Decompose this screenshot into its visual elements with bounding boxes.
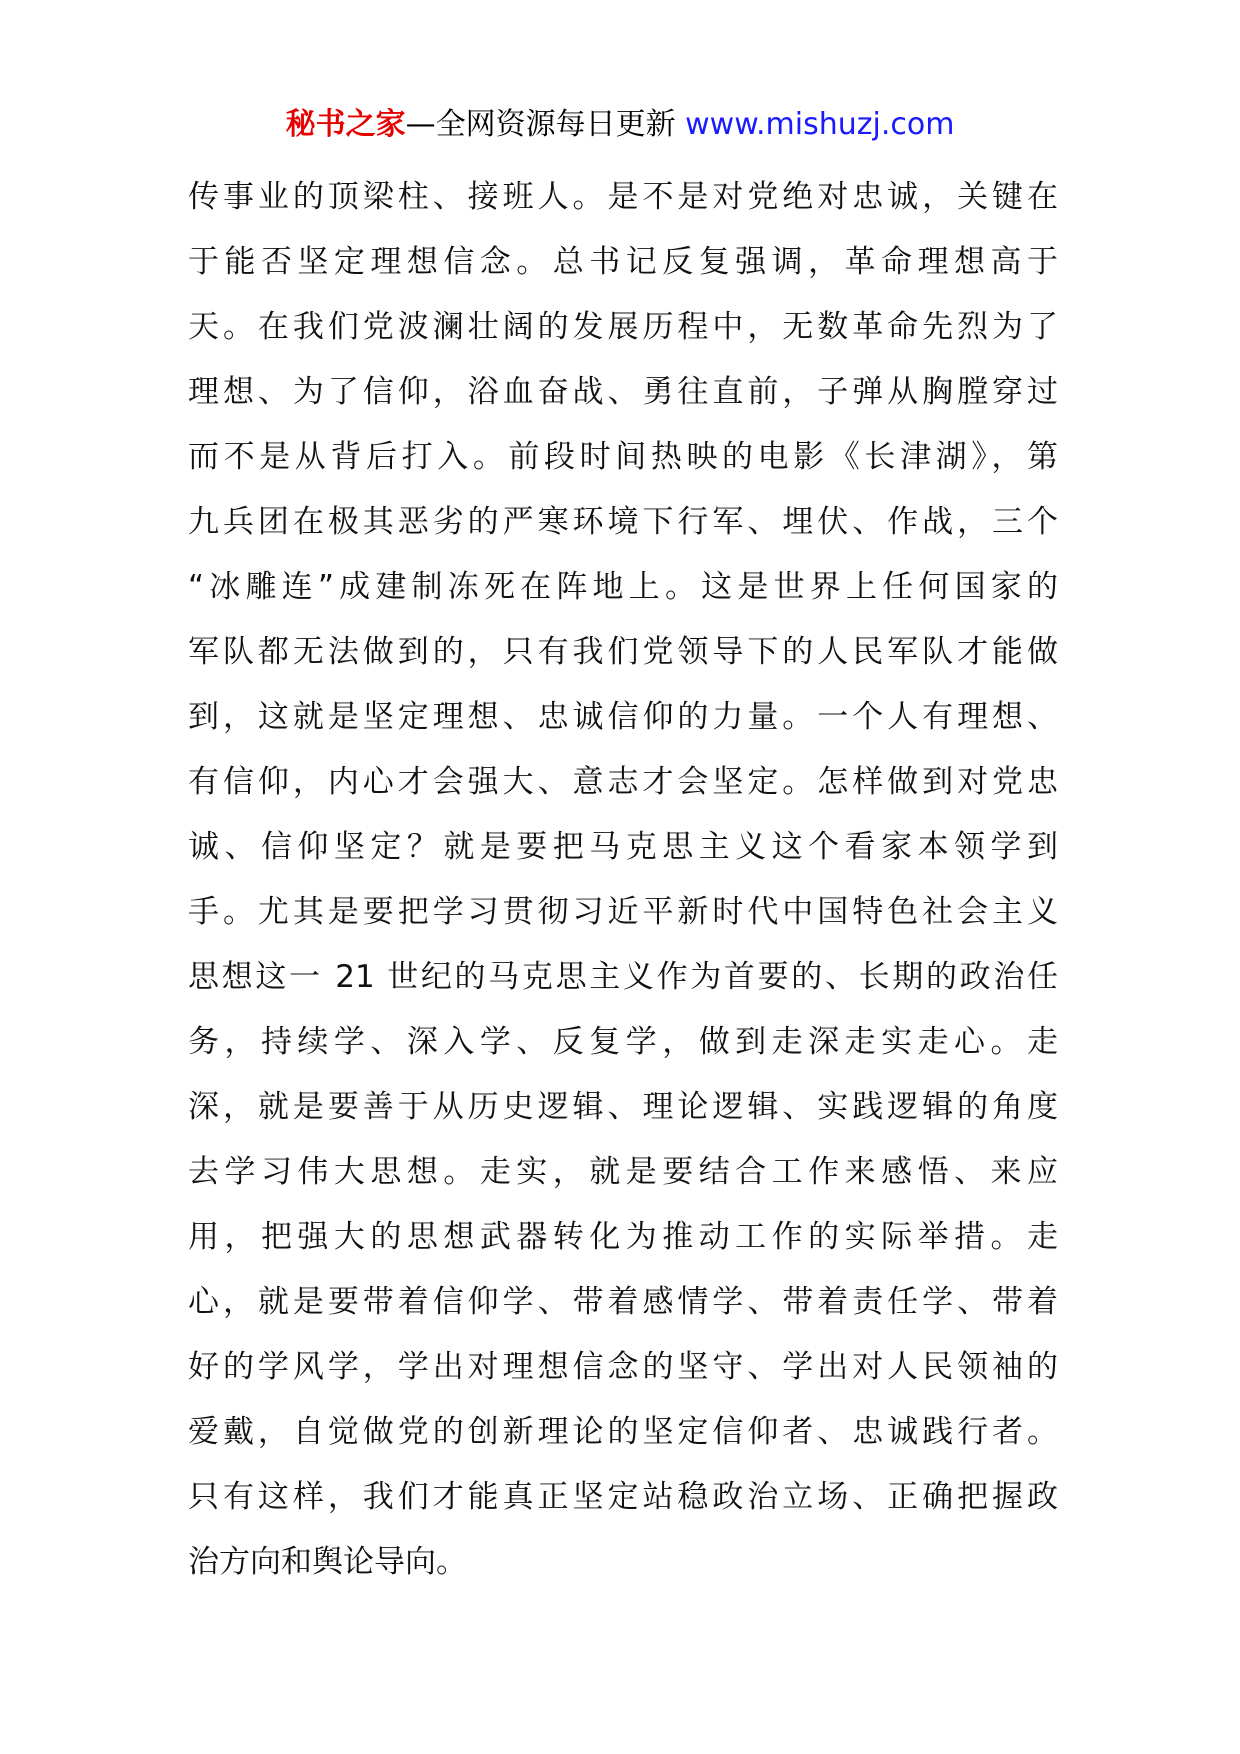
text-line: 传事业的顶梁柱、接班人。是不是对党绝对忠诚，关键在 <box>188 179 1058 215</box>
text-line: 只有这样，我们才能真正坚定站稳政治立场、正确把握政 <box>188 1479 1058 1515</box>
text-line: 爱戴，自觉做党的创新理论的坚定信仰者、忠诚践行者。 <box>188 1414 1058 1450</box>
text-line: 心，就是要带着信仰学、带着感情学、带着责任学、带着 <box>188 1284 1058 1320</box>
text-line: 深，就是要善于从历史逻辑、理论逻辑、实践逻辑的角度 <box>188 1089 1058 1125</box>
text-line: “冰雕连”成建制冻死在阵地上。这是世界上任何国家的 <box>188 569 1058 605</box>
page-header <box>0 100 1240 150</box>
text-line: 而不是从背后打入。前段时间热映的电影《长津湖》，第 <box>188 439 1058 475</box>
header-tagline: —全网资源每日更新 <box>405 107 686 142</box>
text-line: 有信仰，内心才会强大、意志才会坚定。怎样做到对党忠 <box>188 764 1058 800</box>
text-line: 于能否坚定理想信念。总书记反复强调，革命理想高于 <box>188 244 1058 280</box>
text-line: 诚、信仰坚定？就是要把马克思主义这个看家本领学到 <box>188 829 1058 865</box>
text-line: 思想这一 21 世纪的马克思主义作为首要的、长期的政治任 <box>188 959 1058 995</box>
text-line: 用，把强大的思想武器转化为推动工作的实际举措。走 <box>188 1219 1058 1255</box>
text-line: 去学习伟大思想。走实，就是要结合工作来感悟、来应 <box>188 1154 1058 1190</box>
body-paragraph <box>188 165 1058 1595</box>
text-line: 手。尤其是要把学习贯彻习近平新时代中国特色社会主义 <box>188 894 1058 930</box>
text-line: 好的学风学，学出对理想信念的坚守、学出对人民领袖的 <box>188 1349 1058 1385</box>
text-line: 天。在我们党波澜壮阔的发展历程中，无数革命先烈为了 <box>188 309 1058 345</box>
website-link[interactable]: www.mishuzj.com <box>685 107 955 142</box>
text-line: 九兵团在极其恶劣的严寒环境下行军、埋伏、作战，三个 <box>188 504 1058 540</box>
text-line: 到，这就是坚定理想、忠诚信仰的力量。一个人有理想、 <box>188 699 1058 735</box>
text-line: 理想、为了信仰，浴血奋战、勇往直前，子弹从胸膛穿过 <box>188 374 1058 410</box>
text-line: 军队都无法做到的，只有我们党领导下的人民军队才能做 <box>188 634 1058 670</box>
text-line: 务，持续学、深入学、反复学，做到走深走实走心。走 <box>188 1024 1058 1060</box>
text-line: 治方向和舆论导向。 <box>188 1544 467 1580</box>
brand-name: 秘书之家 <box>285 107 406 142</box>
